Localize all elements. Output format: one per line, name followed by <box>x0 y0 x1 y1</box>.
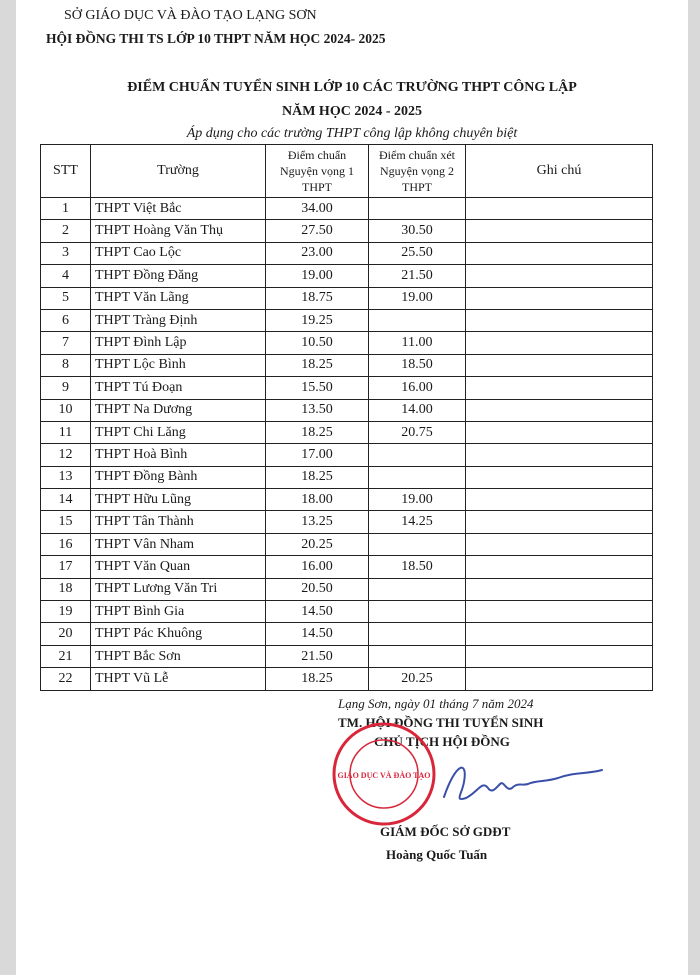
row-school: THPT Tân Thành <box>91 511 266 533</box>
row-note <box>466 421 653 443</box>
row-nv1-score: 20.25 <box>266 533 369 555</box>
row-nv1-score: 18.25 <box>266 466 369 488</box>
signatory-title: CHỦ TỊCH HỘI ĐỒNG <box>374 734 510 749</box>
row-nv1-score: 18.25 <box>266 421 369 443</box>
row-stt: 2 <box>41 220 91 242</box>
table-row <box>41 287 653 309</box>
row-stt: 17 <box>41 556 91 578</box>
row-school: THPT Hoàng Văn Thụ <box>91 220 266 242</box>
row-nv2-score: 30.50 <box>369 220 466 242</box>
row-note <box>466 645 653 667</box>
row-nv1-score: 20.50 <box>266 578 369 600</box>
row-nv2-score: 25.50 <box>369 242 466 264</box>
row-nv2-score: 14.00 <box>369 399 466 421</box>
row-stt: 15 <box>41 511 91 533</box>
row-note <box>466 668 653 690</box>
row-nv1-score: 13.25 <box>266 511 369 533</box>
row-nv2-score: 18.50 <box>369 354 466 376</box>
row-note <box>466 198 653 220</box>
row-nv1-score: 18.00 <box>266 489 369 511</box>
row-school: THPT Văn Quan <box>91 556 266 578</box>
table-row <box>41 309 653 331</box>
row-nv2-score: 19.00 <box>369 489 466 511</box>
row-school: THPT Na Dương <box>91 399 266 421</box>
table-row <box>41 377 653 399</box>
row-stt: 8 <box>41 354 91 376</box>
row-stt: 4 <box>41 265 91 287</box>
table-row <box>41 668 653 690</box>
row-stt: 10 <box>41 399 91 421</box>
table-row <box>41 466 653 488</box>
table-body <box>41 198 653 691</box>
council-name: HỘI ĐỒNG THI TS LỚP 10 THPT NĂM HỌC 2024- 2025 <box>46 31 386 46</box>
col-header-school: Trường <box>91 145 266 198</box>
row-nv1-score: 23.00 <box>266 242 369 264</box>
table-row <box>41 533 653 555</box>
row-note <box>466 444 653 466</box>
row-nv1-score: 18.25 <box>266 354 369 376</box>
row-nv1-score: 21.50 <box>266 645 369 667</box>
col-header-stt: STT <box>41 145 91 198</box>
row-nv1-score: 17.00 <box>266 444 369 466</box>
row-note <box>466 533 653 555</box>
table-row <box>41 511 653 533</box>
row-stt: 6 <box>41 309 91 331</box>
row-nv2-score: 18.50 <box>369 556 466 578</box>
row-nv1-score: 14.50 <box>266 601 369 623</box>
row-note <box>466 578 653 600</box>
seal-text: GIÁO DỤC VÀ ĐÀO TẠO <box>337 771 431 780</box>
row-stt: 9 <box>41 377 91 399</box>
row-nv2-score: 14.25 <box>369 511 466 533</box>
row-stt: 1 <box>41 198 91 220</box>
row-school: THPT Lương Văn Tri <box>91 578 266 600</box>
row-nv2-score <box>369 645 466 667</box>
row-nv2-score: 20.75 <box>369 421 466 443</box>
row-stt: 13 <box>41 466 91 488</box>
row-stt: 14 <box>41 489 91 511</box>
row-nv1-score: 15.50 <box>266 377 369 399</box>
table-row <box>41 220 653 242</box>
row-nv2-score: 21.50 <box>369 265 466 287</box>
signatory-name: Hoàng Quốc Tuấn <box>386 847 488 862</box>
row-note <box>466 466 653 488</box>
row-school: THPT Bình Gia <box>91 601 266 623</box>
table-row <box>41 242 653 264</box>
row-stt: 12 <box>41 444 91 466</box>
row-nv1-score: 10.50 <box>266 332 369 354</box>
row-nv1-score: 34.00 <box>266 198 369 220</box>
row-stt: 3 <box>41 242 91 264</box>
row-nv2-score <box>369 623 466 645</box>
row-school: THPT Vũ Lễ <box>91 668 266 690</box>
row-note <box>466 623 653 645</box>
row-school: THPT Pác Khuông <box>91 623 266 645</box>
row-note <box>466 354 653 376</box>
row-nv1-score: 16.00 <box>266 556 369 578</box>
table-row <box>41 623 653 645</box>
row-school: THPT Hoà Bình <box>91 444 266 466</box>
col-header-nv2: Điểm chuẩn xét Nguyện vọng 2 THPT <box>369 145 466 198</box>
table-header-row <box>41 145 653 198</box>
document-subtitle: Áp dụng cho các trường THPT công lập không chuyên biệt <box>186 126 518 141</box>
document-page <box>16 0 688 975</box>
document-title: ĐIỂM CHUẨN TUYỂN SINH LỚP 10 CÁC TRƯỜNG THPT CÔNG LẬP <box>127 80 577 95</box>
table-row <box>41 556 653 578</box>
row-nv2-score <box>369 309 466 331</box>
row-stt: 20 <box>41 623 91 645</box>
row-nv2-score <box>369 601 466 623</box>
col-header-nv1: Điểm chuẩn Nguyện vọng 1 THPT <box>266 145 369 198</box>
row-school: THPT Hữu Lũng <box>91 489 266 511</box>
admission-scores-table <box>40 144 653 691</box>
row-school: THPT Lộc Bình <box>91 354 266 376</box>
row-note <box>466 511 653 533</box>
row-school: THPT Vân Nham <box>91 533 266 555</box>
row-school: THPT Tú Đoạn <box>91 377 266 399</box>
row-stt: 22 <box>41 668 91 690</box>
table-row <box>41 578 653 600</box>
row-nv2-score: 11.00 <box>369 332 466 354</box>
row-school: THPT Đồng Bành <box>91 466 266 488</box>
table-row <box>41 444 653 466</box>
row-stt: 19 <box>41 601 91 623</box>
table-row <box>41 489 653 511</box>
row-note <box>466 601 653 623</box>
signatory-council: TM. HỘI ĐỒNG THI TUYỂN SINH <box>338 715 544 730</box>
row-note <box>466 242 653 264</box>
signature-stroke <box>444 768 602 799</box>
row-school: THPT Bắc Sơn <box>91 645 266 667</box>
row-nv1-score: 27.50 <box>266 220 369 242</box>
row-note <box>466 377 653 399</box>
row-note <box>466 399 653 421</box>
row-nv2-score <box>369 533 466 555</box>
handwritten-signature <box>436 752 606 812</box>
table-row <box>41 399 653 421</box>
table-row <box>41 354 653 376</box>
row-school: THPT Cao Lộc <box>91 242 266 264</box>
row-nv2-score: 19.00 <box>369 287 466 309</box>
row-school: THPT Văn Lãng <box>91 287 266 309</box>
agency-name: SỞ GIÁO DỤC VÀ ĐÀO TẠO LẠNG SƠN <box>64 8 317 23</box>
row-nv1-score: 18.25 <box>266 668 369 690</box>
row-stt: 7 <box>41 332 91 354</box>
table-row <box>41 645 653 667</box>
row-note <box>466 556 653 578</box>
row-school: THPT Đồng Đăng <box>91 265 266 287</box>
row-nv2-score <box>369 578 466 600</box>
row-nv2-score <box>369 198 466 220</box>
row-school: THPT Việt Bắc <box>91 198 266 220</box>
table-row <box>41 332 653 354</box>
table-row <box>41 265 653 287</box>
row-note <box>466 265 653 287</box>
signing-date: Lạng Sơn, ngày 01 tháng 7 năm 2024 <box>338 696 534 711</box>
row-nv1-score: 19.00 <box>266 265 369 287</box>
table-row <box>41 198 653 220</box>
row-nv1-score: 19.25 <box>266 309 369 331</box>
row-stt: 21 <box>41 645 91 667</box>
table-row <box>41 421 653 443</box>
row-note <box>466 220 653 242</box>
row-nv2-score <box>369 466 466 488</box>
row-nv2-score: 16.00 <box>369 377 466 399</box>
row-note <box>466 332 653 354</box>
official-seal <box>330 720 438 828</box>
row-school: THPT Đình Lập <box>91 332 266 354</box>
signatory-role: GIÁM ĐỐC SỞ GDĐT <box>380 824 511 839</box>
row-stt: 18 <box>41 578 91 600</box>
col-header-note: Ghi chú <box>466 145 653 198</box>
row-nv2-score <box>369 444 466 466</box>
row-nv2-score: 20.25 <box>369 668 466 690</box>
row-stt: 16 <box>41 533 91 555</box>
row-note <box>466 287 653 309</box>
row-nv1-score: 14.50 <box>266 623 369 645</box>
table-row <box>41 601 653 623</box>
row-school: THPT Tràng Định <box>91 309 266 331</box>
row-nv1-score: 18.75 <box>266 287 369 309</box>
row-note <box>466 309 653 331</box>
row-stt: 11 <box>41 421 91 443</box>
school-year: NĂM HỌC 2024 - 2025 <box>282 104 422 119</box>
row-note <box>466 489 653 511</box>
row-school: THPT Chi Lăng <box>91 421 266 443</box>
row-stt: 5 <box>41 287 91 309</box>
row-nv1-score: 13.50 <box>266 399 369 421</box>
